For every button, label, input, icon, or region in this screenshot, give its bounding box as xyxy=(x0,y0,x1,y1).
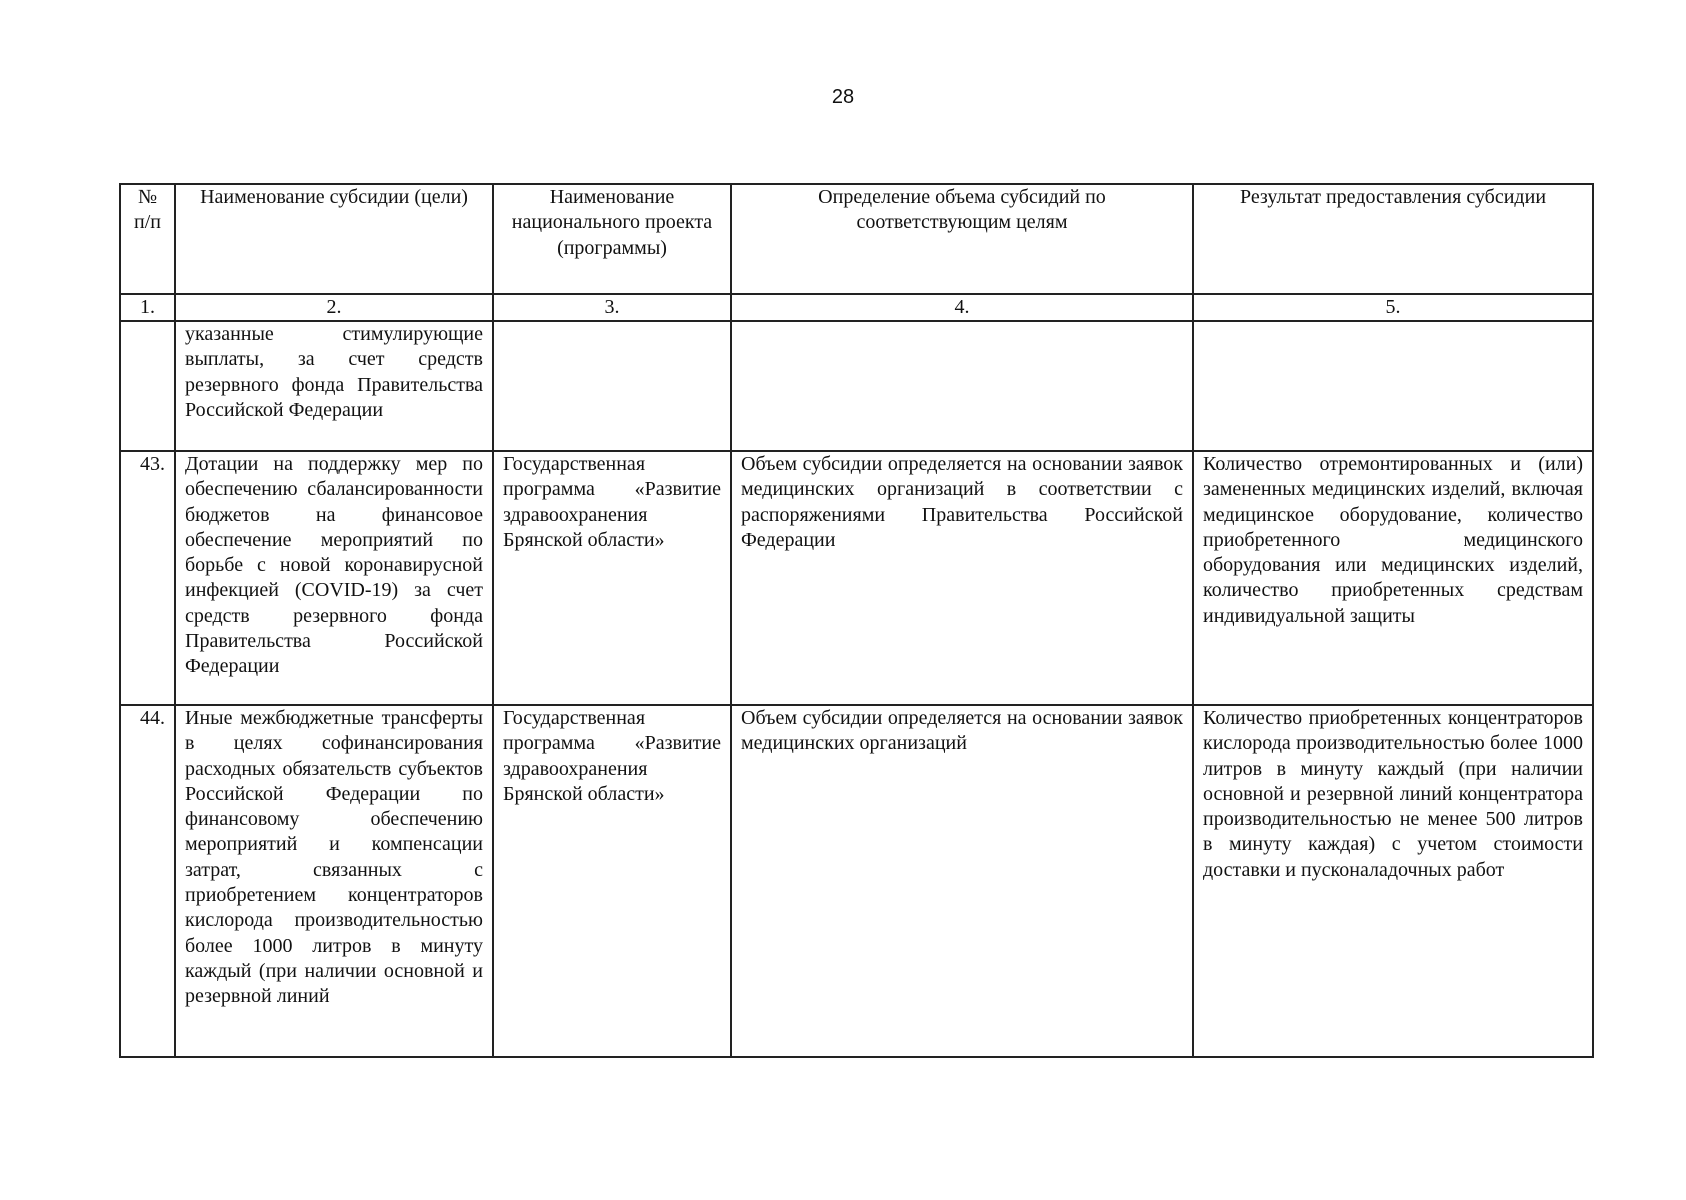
project-cell xyxy=(493,321,731,451)
row-number xyxy=(120,321,175,451)
row-number: 44. xyxy=(120,705,175,1057)
volume-cell: Объем субсидии определяется на основании заявок медицинских организаций в соответствии с распоряжениями Правительства Российской Федерации xyxy=(731,451,1193,705)
subsidy-name-cell: указанные стимулирующие выплаты, за счет средств резервного фонда Правительства Российской Федерации xyxy=(175,321,493,451)
subsidy-name-cell: Иные межбюджетные трансферты в целях софинансирования расходных обязательств субъектов Российской Федерации по финансовому обеспечению мероприятий и компенсации затрат, связанных с приобретением концентраторов кислорода производительностью более 1000 литров в минуту каждый (при наличии основной и резервной линий xyxy=(175,705,493,1057)
project-cell: Государственная программа «Развитие здравоохранения Брянской области» xyxy=(493,705,731,1057)
header-result: Результат предоставления субсидии xyxy=(1193,184,1593,294)
table-row xyxy=(120,451,1593,705)
column-number-5: 5. xyxy=(1193,294,1593,321)
page-number: 28 xyxy=(831,86,855,108)
column-number-1: 1. xyxy=(120,294,175,321)
header-national-project: Наименование национального проекта (программы) xyxy=(493,184,731,294)
volume-cell: Объем субсидии определяется на основании заявок медицинских организаций xyxy=(731,705,1193,1057)
row-number: 43. xyxy=(120,451,175,705)
subsidy-name-cell: Дотации на поддержку мер по обеспечению сбалансированности бюджетов на финансовое обеспечение мероприятий по борьбе с новой коронавирусной инфекцией (COVID-19) за счет средств резервного фонда Правительства Российской Федерации xyxy=(175,451,493,705)
header-subsidy-name: Наименование субсидии (цели) xyxy=(175,184,493,294)
column-number-2: 2. xyxy=(175,294,493,321)
column-number-row xyxy=(120,294,1593,321)
table-row xyxy=(120,321,1593,451)
volume-cell xyxy=(731,321,1193,451)
column-number-3: 3. xyxy=(493,294,731,321)
table-row xyxy=(120,705,1593,1057)
column-number-4: 4. xyxy=(731,294,1193,321)
project-cell: Государственная программа «Развитие здравоохранения Брянской области» xyxy=(493,451,731,705)
header-number: № п/п xyxy=(120,184,175,294)
table-header-row xyxy=(120,184,1593,294)
result-cell: Количество приобретенных концентраторов кислорода производительностью более 1000 литров в минуту каждый (при наличии основной и резервной линий концентратора производительностью не менее 500 литров в минуту каждая) с учетом стоимости доставки и пусконаладочных работ xyxy=(1193,705,1593,1057)
header-volume-definition: Определение объема субсидий по соответствующим целям xyxy=(731,184,1193,294)
result-cell xyxy=(1193,321,1593,451)
subsidy-table xyxy=(119,183,1594,1058)
result-cell: Количество отремонтированных и (или) замененных медицинских изделий, включая медицинское оборудование, количество приобретенного медицинского оборудования или медицинских изделий, количество приобретенных средствам индивидуальной защиты xyxy=(1193,451,1593,705)
